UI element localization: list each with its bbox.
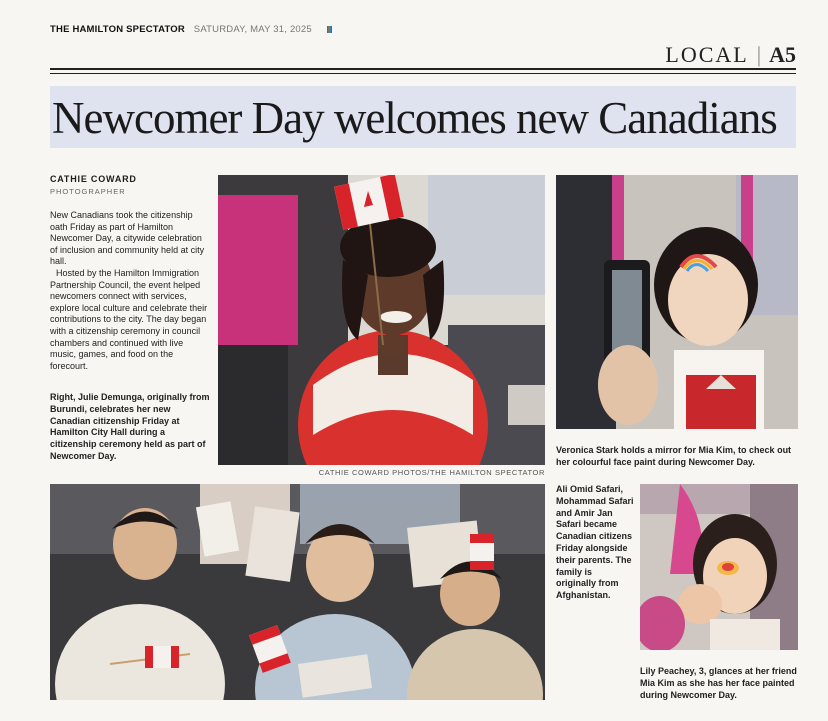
byline <box>50 174 137 196</box>
color-registration-mark <box>327 26 332 33</box>
section-name: LOCAL <box>665 42 749 67</box>
photo-julie-demunga-illustration <box>218 175 545 465</box>
photo-safari-family-illustration <box>50 484 545 700</box>
mirror-photo-caption: Veronica Stark holds a mirror for Mia Kim, to check out her colourful face paint during Newcomer Day. <box>556 445 792 467</box>
section-header <box>665 42 796 68</box>
family-photo-caption: Ali Omid Safari, Mohammad Safari and Amir Jan Safari became Canadian citizens Friday alongside their parents. The family is originally from Afghanistan. <box>556 484 634 601</box>
photo-credit: CATHIE COWARD PHOTOS/THE HAMILTON SPECTATOR <box>318 468 545 477</box>
lily-photo-caption: Lily Peachey, 3, glances at her friend Mia Kim as she has her face painted during Newcomer Day. <box>640 666 797 700</box>
newspaper-name: THE HAMILTON SPECTATOR <box>50 24 185 35</box>
photo-lily-peachey <box>640 484 798 650</box>
photo-lily-peachey-illustration <box>640 484 798 650</box>
photo-safari-family <box>50 484 545 700</box>
page-number: A5 <box>769 42 796 67</box>
article-paragraph: Hosted by the Hamilton Immigration Partnership Council, the event helped newcomers connect with services, explore local culture and celebrate their contributions to the city. The day began with a citizenship ceremony in council chambers and continued with live music, games, and food on the forecourt. <box>50 267 208 371</box>
article-body <box>50 210 210 372</box>
header-rule-thick <box>50 68 796 70</box>
byline-name: CATHIE COWARD <box>50 174 137 184</box>
masthead <box>50 24 332 35</box>
byline-role: PHOTOGRAPHER <box>50 187 126 196</box>
main-photo-caption: Right, Julie Demunga, originally from Burundi, celebrates her new Canadian citizenship Friday at Hamilton City Hall during a citizenship ceremony held as part of Newcomer Day. <box>50 392 210 461</box>
issue-date: SATURDAY, MAY 31, 2025 <box>193 24 312 35</box>
page-headline: Newcomer Day welcomes new Canadians <box>52 93 777 143</box>
section-separator: | <box>756 42 762 67</box>
photo-mia-kim-mirror-illustration <box>556 175 798 429</box>
header-rule-thin <box>50 73 796 74</box>
photo-julie-demunga <box>218 175 545 465</box>
article-paragraph: New Canadians took the citizenship oath Friday as part of Hamilton Newcomer Day, a citywide celebration of inclusion and community held at city hall. <box>50 210 205 267</box>
photo-mia-kim-mirror <box>556 175 798 429</box>
